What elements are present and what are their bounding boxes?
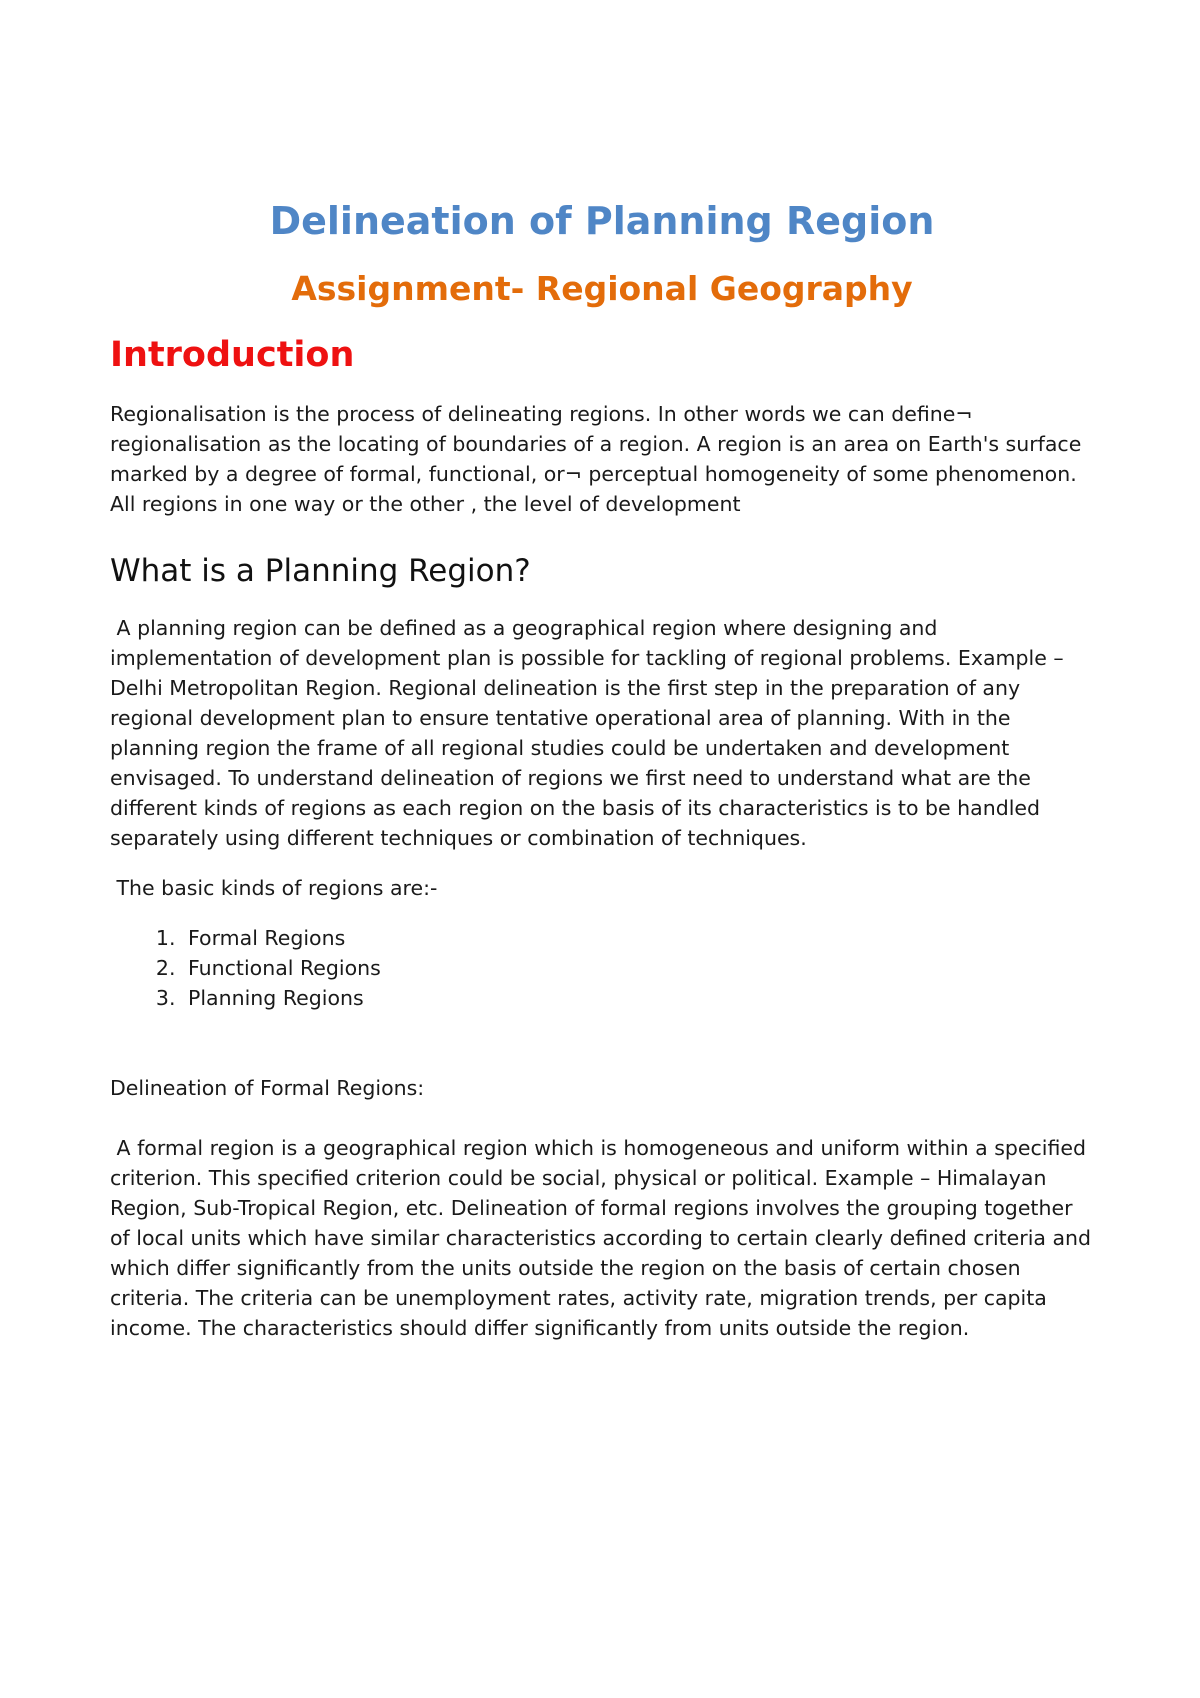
planning-region-paragraph: A planning region can be defined as a geographical region where designing and implementation of development plan is possible for tackling of regional problems. Example – Delhi Metropolitan Region. Regional delineation is the first step in the preparation of any regional development plan to ensure tentative operational area of planning. With in the planning region the frame of all regional studies could be undertaken and development envisaged. To understand delineation of regions we first need to understand what are the different kinds of regions as each region on the basis of its characteristics is to be handled separately using different techniques or combination of techniques. <box>110 616 1071 850</box>
list-item: 3. Planning Regions <box>182 983 1094 1013</box>
list-item: 2. Functional Regions <box>182 953 1094 983</box>
region-kinds-list <box>110 923 1094 1013</box>
list-item: 1. Formal Regions <box>182 923 1094 953</box>
region-kinds-intro: The basic kinds of regions are:- <box>110 876 438 900</box>
formal-regions-paragraph: A formal region is a geographical region which is homogeneous and uniform within a specified criterion. This specified criterion could be social, physical or political. Example – Himalayan Region, Sub-Tropical Region, etc. Delineation of formal regions involves the grouping together of local units which have similar characteristics according to certain clearly defined criteria and which differ significantly from the units outside the region on the basis of certain chosen criteria. The criteria can be unemployment rates, activity rate, migration trends, per capita income. The characteristics should differ significantly from units outside the region. <box>110 1136 1098 1340</box>
formal-regions-heading: Delineation of Formal Regions: <box>110 1076 425 1100</box>
planning-region-heading: What is a Planning Region? <box>110 553 531 589</box>
introduction-paragraph: Regionalisation is the process of delineating regions. In other words we can define¬ regionalisation as the locating of boundaries of a region. A region is an area on Earth's surface marked by a degree of formal, functional, or¬ perceptual homogeneity of some phenomenon. All regions in one way or the other , the level of development <box>110 402 1082 516</box>
document-subtitle: Assignment- Regional Geography <box>291 269 913 308</box>
introduction-heading: Introduction <box>110 335 355 375</box>
document-title: Delineation of Planning Region <box>269 199 935 243</box>
